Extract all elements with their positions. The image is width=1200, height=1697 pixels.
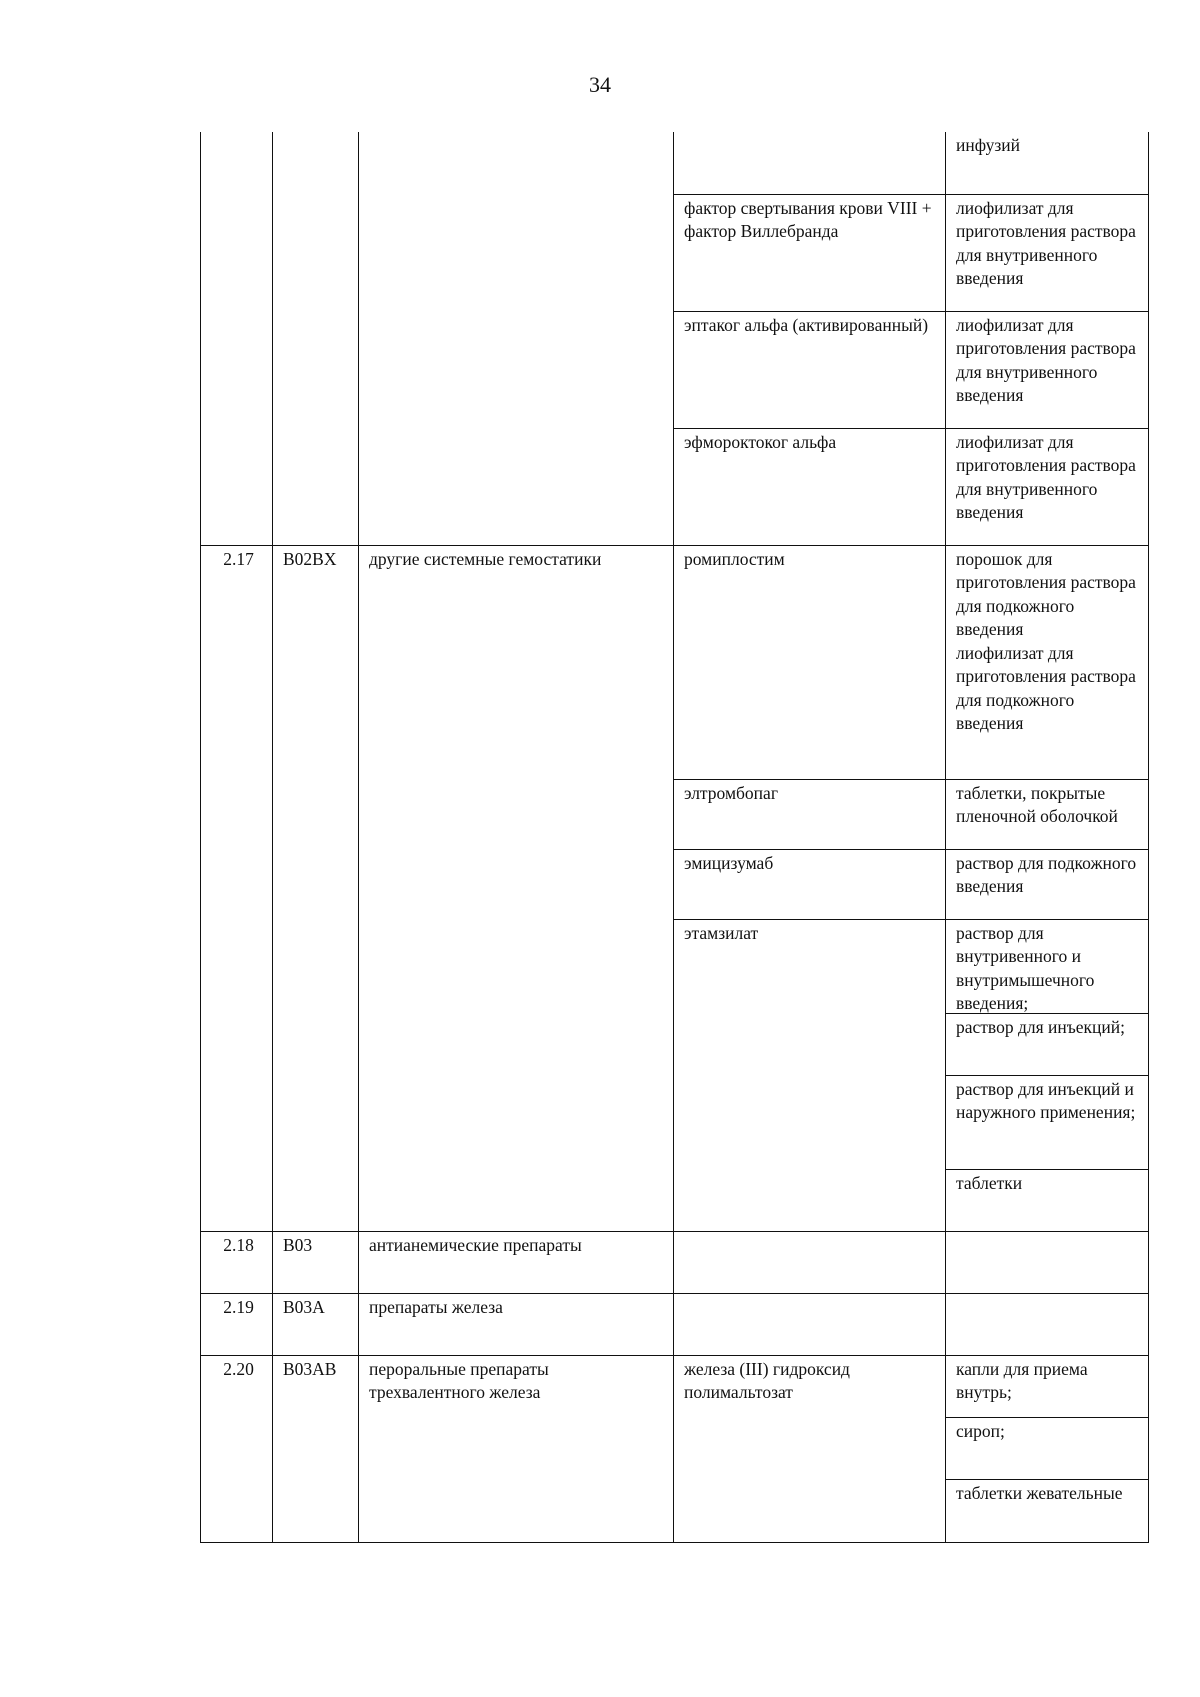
dosage-form-cell [946, 1355, 1149, 1542]
atc-code-cell: B03AB [273, 1355, 359, 1542]
dosage-form-cell [946, 849, 1149, 919]
dosage-form-cell [946, 779, 1149, 849]
dosage-form: инфузий [956, 135, 1021, 155]
dosage-form: порошок для приготовления раствора для подкожного введения лиофилизат для приготовления раствора для подкожного введения [956, 548, 1136, 733]
table-row [201, 132, 1149, 194]
row-number-cell: 2.18 [201, 1231, 273, 1293]
drug-name-cell: фактор свертывания крови VIII + фактор Виллебранда [674, 194, 946, 311]
dosage-form: лиофилизат для приготовления раствора для внутривенного введения [956, 197, 1136, 288]
dosage-form-cell [946, 919, 1149, 1231]
drug-name-cell [674, 1231, 946, 1293]
group-name-cell: другие системные гемостатики [359, 545, 674, 1231]
atc-code-cell: B02BX [273, 545, 359, 1231]
group-name-cell: препараты железа [359, 1293, 674, 1355]
dosage-form: таблетки [956, 1172, 1023, 1193]
dosage-form: капли для приема внутрь; [946, 1356, 1148, 1418]
page-number: 34 [589, 72, 611, 97]
drug-name-cell [674, 1293, 946, 1355]
drug-name-cell [674, 132, 946, 194]
dosage-form: таблетки жевательные [956, 1482, 1123, 1503]
dosage-form-cell [946, 132, 1149, 194]
dosage-form-cell [946, 1293, 1149, 1355]
dosage-form-cell [946, 1231, 1149, 1293]
dosage-form: таблетки, покрытые пленочной оболочкой [956, 782, 1118, 826]
group-name-cell: пероральные препараты трехвалентного железа [359, 1355, 674, 1542]
row-number-cell: 2.20 [201, 1355, 273, 1542]
dosage-form-cell [946, 194, 1149, 311]
drug-name-cell: эптаког альфа (активированный) [674, 311, 946, 428]
dosage-form: лиофилизат для приготовления раствора для внутривенного введения [956, 431, 1136, 522]
table-row [201, 1293, 1149, 1355]
drug-name-cell: ромиплостим [674, 545, 946, 779]
dosage-form: раствор для подкожного введения [956, 852, 1137, 896]
dosage-form: раствор для инъекций; [946, 1014, 1148, 1076]
dosage-form-cell [946, 428, 1149, 545]
atc-code-cell: B03A [273, 1293, 359, 1355]
drug-list-table [200, 132, 1149, 1543]
dosage-form-cell [946, 311, 1149, 428]
group-name-cell: антианемические препараты [359, 1231, 674, 1293]
drug-name-cell: железа (III) гидроксид полимальтозат [674, 1355, 946, 1542]
dosage-form: сироп; [946, 1418, 1148, 1480]
drug-list-table-container [200, 132, 1149, 1543]
table-row [201, 1355, 1149, 1542]
drug-name-cell: эфмороктоког альфа [674, 428, 946, 545]
group-name-cell [359, 132, 674, 545]
row-number-cell: 2.19 [201, 1293, 273, 1355]
drug-name-cell: элтромбопаг [674, 779, 946, 849]
dosage-form-cell [946, 545, 1149, 779]
drug-name-cell: эмицизумаб [674, 849, 946, 919]
table-row [201, 1231, 1149, 1293]
drug-name-cell: этамзилат [674, 919, 946, 1231]
atc-code-cell: B03 [273, 1231, 359, 1293]
table-row [201, 545, 1149, 779]
dosage-form: лиофилизат для приготовления раствора для внутривенного введения [956, 314, 1136, 405]
dosage-form: раствор для внутривенного и внутримышечного введения; [946, 920, 1148, 1014]
dosage-form: раствор для инъекций и наружного применения; [946, 1076, 1148, 1170]
atc-code-cell [273, 132, 359, 545]
row-number-cell: 2.17 [201, 545, 273, 1231]
row-number-cell [201, 132, 273, 545]
